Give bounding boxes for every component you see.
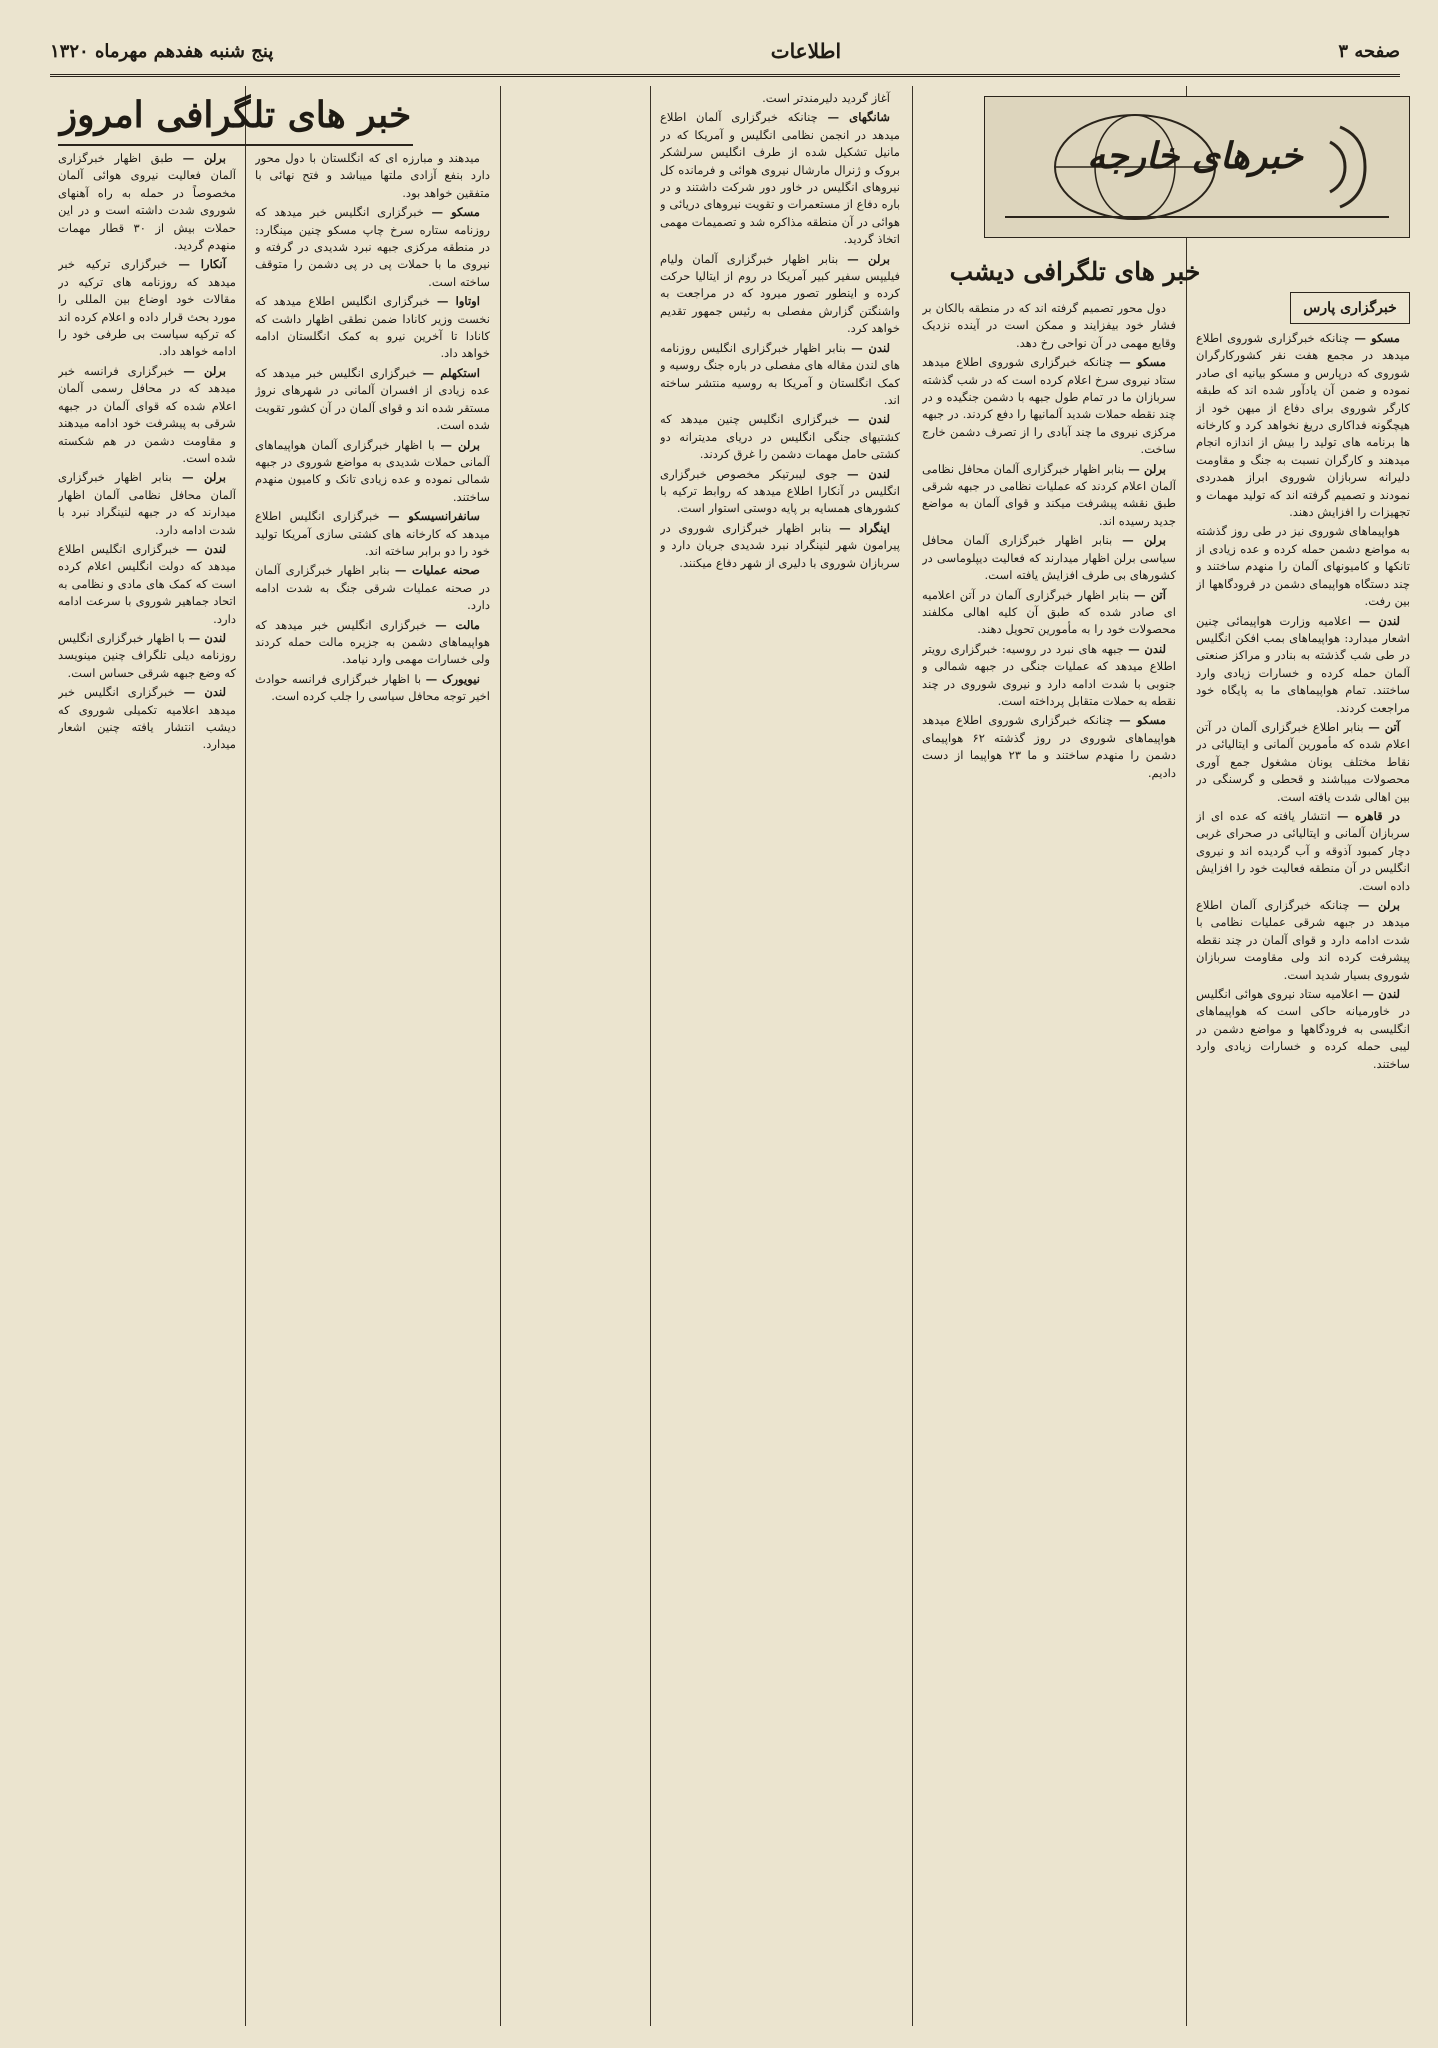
news-item (1196, 523, 1410, 610)
news-text: بنابر اظهار خبرگزاری انگلیس روزنامه های لندن مقاله های مفصلی در باره جنگ روسیه و کمک انگلستان و آمریکا به روسیه منتشر ساخته اند. (660, 340, 900, 407)
news-item (255, 204, 490, 291)
news-text: میدهند و مبارزه ای که انگلستان با دول محور دارد بنفع آزادی ملتها میباشد و فتح نهائی با متفقین خواهد بود. (255, 151, 490, 200)
news-text: انتشار یافته که عده ای از سربازان آلمانی و ایتالیائی در صحرای غربی دچار کمبود آذوقه و آب گردیده اند و نیروی انگلیس در آن منطقه فعالیت خود را افزایش داده است. (1196, 808, 1410, 893)
news-column-3 (660, 90, 900, 2024)
news-dateline: مسکو — (431, 205, 481, 220)
news-dateline: استکهلم — (422, 365, 480, 380)
news-item (58, 363, 236, 467)
news-item (660, 251, 900, 338)
news-item (255, 150, 490, 202)
news-dateline: نیویورک — (425, 671, 480, 686)
news-text: بنابر اظهار خبرگزاری آلمان محافل نظامی آلمان اعلام کردند که عملیات نظامی در جبهه شرقی طبق نقشه پیشرفت میکند و قوای آلمان به مواضع جدید رسیده اند. (922, 461, 1176, 528)
news-text: بنابر اظهار خبرگزاری آلمان ولیام فیلیپس سفیر کبیر آمریکا در روم از ایتالیا حرکت کرده و اینطور تصور میرود که در مراجعت به واشنگتن گزارش مفصلی به رئیس جمهور تقدیم خواهد کرد. (660, 251, 900, 336)
news-text: چنانکه خبرگزاری شوروی اطلاع میدهد در مجمع هفت نفر کشورکارگران شوروی که درپارس و مسکو بیانیه ای صادر نموده و ضمن آن یادآور شده اند که طبقه کارگر شوروی برای دفاع از میهن خود از هیچگونه فداکاری دریغ نخواهد کرد و کارخانه ها برنامه های تولید را بیش از اندازه انجام میدهند و کارگران نسبت به جنگ و مقاومت دلیرانه سربازان شوروی ابراز همدردی نمودند و تصمیم گرفته اند که تولید مهمات و تجهیزات را افزایش دهند. (1196, 331, 1410, 520)
today-telegraphic-headline: خبر های تلگرافی امروز (58, 86, 413, 146)
column-rule (1186, 86, 1187, 2026)
news-dateline: لندن — (847, 412, 890, 427)
foreign-news-title: خبرهای خارجه (1087, 135, 1303, 177)
news-text: بنابر اظهار خبرگزاری آلمان در آتن اعلامیه ای صادر شده که طبق آن کلیه اهالی مکلفند محصولات خود را به مأمورین تحویل دهند. (922, 587, 1176, 637)
news-text: چنانکه خبرگزاری آلمان اطلاع میدهد در جبهه شرقی عملیات نظامی با شدت ادامه دارد و قوای آلمان در چند نقطه پیشرفت کرده اند ولی مقاومت سربازان شوروی بسیار شدید است. (1196, 898, 1410, 982)
pars-agency-label: خبرگزاری پارس (1290, 292, 1410, 324)
news-item (58, 256, 236, 360)
news-text: خبرگزاری انگلیس خبر میدهد که عده زیادی از افسران آلمانی در شهرهای نروژ مستقر شده اند و قوای آلمان در آن کشور تقویت شده است. (255, 365, 490, 433)
news-item (58, 541, 236, 628)
news-item (255, 508, 490, 560)
news-item (922, 712, 1176, 782)
news-item (58, 684, 236, 754)
news-text: دول محور تصمیم گرفته اند که در منطقه بالکان بر فشار خود بیفزایند و ممکن است در آینده نزدیک وقایع مهمی در آن نواحی رخ دهد. (922, 301, 1176, 350)
news-item (660, 520, 900, 572)
news-item (255, 365, 490, 435)
news-column-2 (922, 300, 1176, 2024)
news-dateline: مالت — (435, 617, 481, 632)
news-text: خبرگزاری انگلیس خبر میدهد که روزنامه ستاره سرخ چاپ مسکو چنین مینگارد: در منطقه مرکزی جبهه نبرد شدیدی در گرفته و نیروی ما با حملات پی در پی دشمن را متوقف ساخته است. (255, 205, 490, 289)
news-item (922, 354, 1176, 458)
news-text: اعلامیه وزارت هواپیمائی چنین اشعار میدارد: هواپیماهای بمب افکن انگلیس در طی شب گذشته به بنادر و مراکز صنعتی آلمان حمله کرده و خسارات زیادی وارد ساختند. تمام هواپیماهای ما به پایگاه خود مراجعت کردند. (1196, 613, 1410, 715)
news-text: چنانکه خبرگزاری آلمان اطلاع میدهد در انجمن نظامی انگلیس و آمریکا که در مانیل تشکیل شده از طرف انگلیس سرلشکر بروک و ژنرال مارشال نیروی هوائی و فرمانده کل نیروهای انگلیس در خاور دور شرکت داشتند و در باره دفاع از مستعمرات و تقویت نیروهای دریائی و هوائی در آن منطقه مذاکره شد و تصمیمات مهمی اتخاذ گردید. (660, 110, 900, 247)
news-dateline: برلن — (1122, 533, 1166, 548)
column-rule (245, 86, 246, 2026)
news-text: خبرگزاری ترکیه خبر میدهد که روزنامه های ترکیه در مقالات خود اوضاع بین المللی را مورد بحث قرار داده و اعلام کرده اند که ترکیه سیاست بی طرفی خود را ادامه خواهد داد. (58, 257, 236, 359)
news-column-1 (1196, 330, 1410, 2024)
news-item (58, 630, 236, 682)
news-dateline: برلن — (1357, 898, 1400, 912)
news-dateline: لندن — (188, 630, 226, 645)
news-item (255, 671, 490, 706)
news-item (660, 411, 900, 463)
news-text: چنانکه خبرگزاری شوروی اطلاع میدهد ستاد نیروی سرخ اعلام کرده است که در شب گذشته سربازان ما در تمام طول جبهه با دشمن جنگیده و در چند نقطه حملات شدید آلمانیها را دفع کردند. در جبهه مرکزی نیروی ما چند آبادی را از تصرف دشمن خارج ساخت. (922, 355, 1176, 457)
news-item (1196, 330, 1410, 521)
news-text: خبرگزاری انگلیس چنین میدهد که کشتیهای جنگی انگلیس در دریای مدیترانه دو کشتی حامل مهمات دشمن را غرق کردند. (660, 412, 900, 462)
issue-date: پنج شنبه هفدهم مهرماه ۱۳۲۰ (50, 40, 274, 62)
news-item (922, 532, 1176, 584)
news-item (922, 300, 1176, 352)
news-dateline: لندن — (847, 466, 890, 481)
news-item (660, 109, 900, 248)
column-rule (500, 86, 501, 2026)
news-text: خبرگزاری انگلیس اطلاع میدهد که کارخانه های کشتی سازی آمریکا تولید خود را دو برابر ساخته اند. (255, 509, 490, 558)
news-dateline: برلن — (181, 470, 226, 485)
news-dateline: شانگهای — (827, 110, 890, 125)
news-item (660, 90, 900, 107)
news-text: بنابر اظهار خبرگزاری آلمان در صحنه عملیات شرقی جنگ به شدت ادامه دارد. (255, 563, 490, 613)
news-dateline: آتن — (1133, 587, 1167, 602)
news-text: بنابر اظهار خبرگزاری شوروی در پیرامون شهر لنینگراد نبرد شدیدی جریان دارد و سربازان شوروی با دلیری از شهر دفاع میکنند. (660, 520, 900, 570)
news-text: آغاز گردید دلیرمندتر است. (762, 91, 890, 105)
news-text: با اظهار خبرگزاری آلمان هواپیماهای آلمانی حملات شدیدی به مواضع شوروی در جبهه شمالی نموده و عده زیادی تانک و کامیون منهدم ساختند. (255, 437, 490, 504)
news-text: با اظهار خبرگزاری انگلیس روزنامه دیلی تلگراف چنین مینویسد که وضع جبهه شرقی حساس است. (58, 630, 236, 680)
news-item (660, 466, 900, 518)
news-dateline: برلن — (182, 151, 226, 165)
news-text: خبرگزاری انگلیس خبر میدهد اعلامیه تکمیلی شوروی که دیشب انتشار یافته چنین اشعار میدارد. (58, 685, 236, 752)
news-dateline: برلن — (183, 363, 226, 378)
news-dateline: در قاهره — (1336, 808, 1401, 823)
news-text: بنابر اظهار خبرگزاری آلمان محافل نظامی آلمان اظهار میدارند که در جبهه لنینگراد نبرد با شدت ادامه دارد. (58, 470, 236, 537)
news-dateline: لندن — (1362, 987, 1400, 1002)
news-item (1196, 719, 1410, 806)
page-number: صفحه ۳ (1338, 40, 1400, 62)
news-dateline: آنکارا — (178, 257, 226, 272)
paper-name: اطلاعات (770, 39, 841, 63)
news-dateline: لندن — (183, 685, 227, 700)
news-dateline: صحنه عملیات — (394, 563, 480, 578)
news-item (922, 641, 1176, 711)
news-item (255, 617, 490, 669)
news-text: بنابر اطلاع خبرگزاری آلمان در آتن اعلام شده که مأمورین آلمانی و ایتالیائی در نقاط مختلف یونان مشغول جمع آوری محصولات میباشند و قحطی و گرسنگی در بین اهالی شدت یافته است. (1196, 719, 1410, 804)
news-text: خبرگزاری انگلیس اطلاع میدهد که دولت انگلیس اعلام کرده است که کمک های مادی و نظامی به اتحاد جماهیر شوروی با سرعت ادامه دارد. (58, 541, 236, 626)
news-dateline: برلن — (1128, 461, 1166, 476)
news-item (1196, 986, 1410, 1073)
news-dateline: سانفرانسیسکو — (388, 509, 481, 524)
news-item (255, 437, 490, 507)
column-rule (650, 86, 651, 2026)
column-rule (912, 86, 913, 2026)
news-dateline: اینگراد — (839, 520, 890, 535)
news-dateline: اوتاوا — (436, 294, 481, 309)
news-text: خبرگزاری انگلیس اطلاع میدهد که نخست وزیر کانادا ضمن نطقی اظهار داشت که کانادا تا آخرین نیرو به کمک انگلستان ادامه خواهد داد. (255, 294, 490, 361)
news-item (58, 150, 236, 254)
news-text: اعلامیه ستاد نیروی هوائی انگلیس در خاورمیانه حاکی است که هواپیماهای انگلیسی به فرودگاهها و مواضع دشمن در لیبی حمله کرده و خسارات زیادی وارد ساختند. (1196, 987, 1410, 1071)
news-dateline: لندن — (1358, 613, 1400, 628)
news-item (1196, 897, 1410, 984)
news-dateline: برلن — (847, 251, 891, 266)
news-column-4 (255, 150, 490, 2024)
news-text: خبرگزاری انگلیس خبر میدهد که هواپیماهای دشمن به جزیره مالت حمله کردند ولی خسارات مهمی وارد نیامد. (255, 617, 490, 667)
news-text: خبرگزاری فرانسه خبر میدهد که در محافل رسمی آلمان اعلام شده که قوای آلمان در جبهه شرقی به پیشرفت خود ادامه میدهند و مقاومت دشمن در هم شکسته شده است. (58, 363, 236, 465)
news-text: طبق اظهار خبرگزاری آلمان فعالیت نیروی هوائی آلمان مخصوصاً در حمله به راه آهنهای شوروی شدت داشته است و در این حملات بیش از ۳۰ قطار مهمات منهدم گردید. (58, 151, 236, 253)
news-dateline: آتن — (1368, 719, 1401, 734)
last-night-telegraphic-headline: خبر های تلگرافی دیشب (949, 257, 1201, 286)
news-text: چنانکه خبرگزاری شوروی اطلاع میدهد هواپیماهای شوروی در روز گذشته ۶۲ هواپیمای دشمن را منهدم ساختند و ما ۲۳ هواپیما از دست دادیم. (922, 713, 1176, 780)
news-dateline: مسکو — (1354, 331, 1401, 345)
news-dateline: لندن — (1128, 641, 1166, 656)
news-item (255, 562, 490, 614)
news-dateline: مسکو — (1119, 713, 1167, 728)
news-text: با اظهار خبرگزاری فرانسه حوادث اخیر توجه محافل سیاسی را جلب کرده است. (255, 671, 490, 704)
foreign-news-emblem (984, 96, 1410, 238)
news-text: هواپیماهای شوروی نیز در طی روز گذشته به مواضع دشمن حمله کرده و عده زیادی از تانکها و کامیونهای آلمان را منهدم ساختند و چند دستگاه هواپیمای دشمن در فرودگاهها از بین رفت. (1196, 524, 1410, 609)
news-dateline: لندن — (185, 541, 227, 556)
news-item (660, 340, 900, 410)
news-item (1196, 613, 1410, 717)
news-item (58, 469, 236, 539)
news-dateline: مسکو — (1119, 355, 1167, 370)
news-text: جبهه های نبرد در روسیه: خبرگزاری رویتر اطلاع میدهد که عملیات جنگی در جبهه شمالی و جنوبی با شدت ادامه دارد و نیروی شوروی در چند نقطه به حملات متقابل پرداخته است. (922, 641, 1176, 708)
news-item (255, 293, 490, 363)
news-item (1196, 808, 1410, 895)
masthead (50, 28, 1400, 77)
news-column-5 (58, 150, 236, 2024)
news-text: بنابر اظهار خبرگزاری آلمان محافل سیاسی برلن اظهار میدارند که فعالیت دیپلوماسی در کشورهای بی طرف افزایش یافته است. (922, 533, 1176, 583)
news-dateline: لندن — (851, 340, 891, 355)
news-dateline: برلن — (440, 437, 480, 452)
news-text: جوی لیبرتیکر مخصوص خبرگزاری انگلیس در آنکارا اطلاع میدهد که روابط ترکیه با کشورهای همسایه بر پایه دوستی استوار است. (660, 466, 900, 516)
news-item (922, 461, 1176, 531)
news-item (922, 587, 1176, 639)
